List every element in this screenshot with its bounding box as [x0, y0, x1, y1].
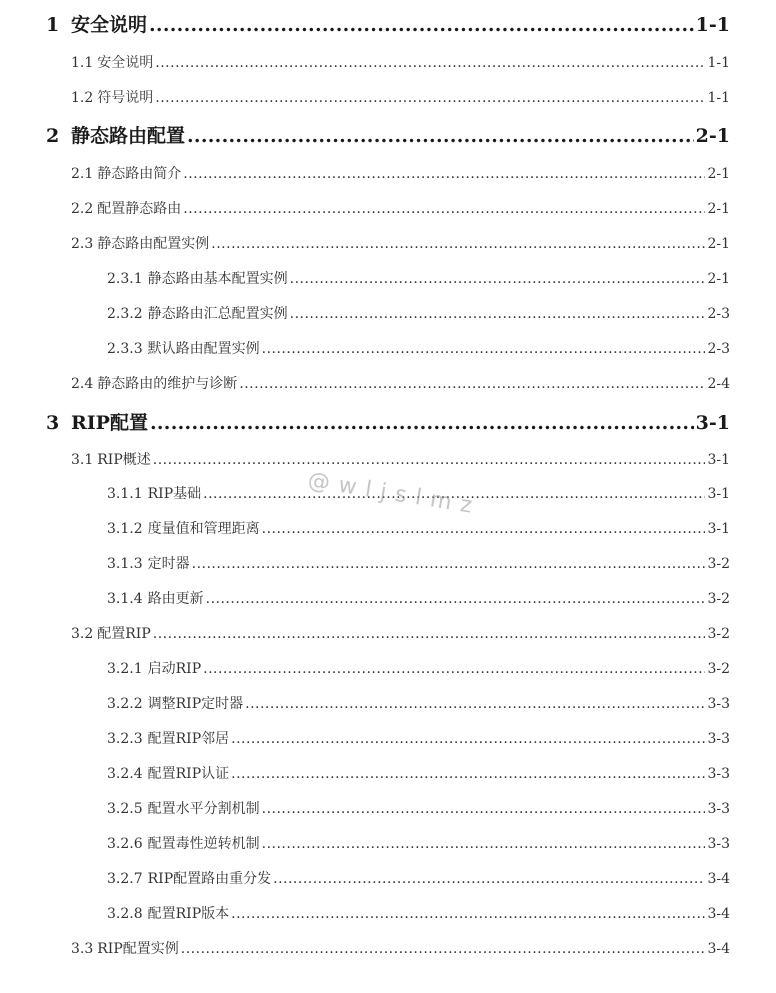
toc-number: 3.2.7 — [107, 871, 143, 887]
toc-page: 2-4 — [707, 376, 730, 392]
toc-subsection-3-1-4[interactable] — [107, 588, 730, 608]
toc-leader — [192, 556, 706, 572]
toc-subsection-3-2-3[interactable] — [107, 728, 730, 748]
toc-page: 2-1 — [707, 201, 730, 217]
toc-title: 静态路由简介 — [97, 166, 182, 182]
toc-section-2-4[interactable] — [71, 373, 730, 393]
toc-subsection-3-2-1[interactable] — [107, 658, 730, 678]
toc-number: 3 — [46, 412, 60, 434]
toc-page: 3-3 — [707, 766, 730, 782]
toc-page: 3-2 — [707, 661, 730, 677]
toc-leader — [290, 306, 706, 322]
toc-page: 3-2 — [707, 556, 730, 572]
toc-number: 3.2.3 — [107, 731, 143, 747]
toc-title: 配置RIP认证 — [147, 766, 230, 782]
toc-subsection-3-2-4[interactable] — [107, 763, 730, 783]
toc-number: 3.1.1 — [107, 486, 143, 502]
toc-title: 配置RIP版本 — [147, 906, 230, 922]
toc-subsection-2-3-1[interactable] — [107, 268, 730, 288]
watermark: @wljslmz — [306, 468, 483, 521]
toc-number: 2.1 — [71, 166, 94, 182]
toc-subsection-3-1-2[interactable] — [107, 518, 730, 538]
toc-page: 3-1 — [707, 521, 730, 537]
toc-title: 符号说明 — [97, 90, 154, 106]
toc-leader — [290, 271, 706, 287]
toc-leader — [150, 412, 694, 434]
toc-page: 3-4 — [707, 941, 730, 957]
toc-title: 度量值和管理距离 — [147, 521, 260, 537]
toc-leader — [187, 125, 694, 147]
toc-number: 2 — [46, 125, 60, 147]
toc-leader — [231, 766, 705, 782]
toc-leader — [231, 731, 705, 747]
toc-title: 静态路由汇总配置实例 — [147, 306, 288, 322]
toc-page: 2-3 — [707, 341, 730, 357]
toc-title: 安全说明 — [71, 14, 148, 36]
toc-subsection-3-2-6[interactable] — [107, 833, 730, 853]
toc-number: 3.2.4 — [107, 766, 143, 782]
toc-number: 2.3.1 — [107, 271, 143, 287]
toc-number: 3.1.3 — [107, 556, 143, 572]
toc-subsection-3-1-3[interactable] — [107, 553, 730, 573]
toc-title: 路由更新 — [147, 591, 204, 607]
toc-section-1-1[interactable] — [71, 52, 730, 72]
toc-section-3-1[interactable] — [71, 449, 730, 469]
toc-number: 3.2.8 — [107, 906, 143, 922]
toc-title: RIP基础 — [147, 486, 202, 502]
toc-leader — [239, 376, 705, 392]
toc-leader — [262, 836, 706, 852]
toc-leader — [203, 661, 705, 677]
toc-leader — [211, 236, 705, 252]
toc-section-2-1[interactable] — [71, 163, 730, 183]
toc-page: 3-1 — [707, 486, 730, 502]
toc-chapter-2[interactable] — [46, 121, 730, 148]
toc-number: 3.1 — [71, 452, 94, 468]
toc-number: 3.1.4 — [107, 591, 143, 607]
toc-subsection-2-3-3[interactable] — [107, 338, 730, 358]
toc-page: 3-4 — [707, 906, 730, 922]
toc-title: 配置毒性逆转机制 — [147, 836, 260, 852]
toc-title: 静态路由的维护与诊断 — [97, 376, 238, 392]
toc-leader — [206, 591, 706, 607]
toc-number: 3.2.5 — [107, 801, 143, 817]
toc-page: 3-1 — [707, 452, 730, 468]
toc-subsection-3-2-8[interactable] — [107, 903, 730, 923]
toc-title: 安全说明 — [97, 55, 154, 71]
toc-page: 3-2 — [707, 591, 730, 607]
toc-number: 2.2 — [71, 201, 94, 217]
toc-title: 配置水平分割机制 — [147, 801, 260, 817]
toc-number: 1.2 — [71, 90, 94, 106]
toc-subsection-3-2-7[interactable] — [107, 868, 730, 888]
toc-subsection-3-2-5[interactable] — [107, 798, 730, 818]
toc-page: 2-1 — [707, 166, 730, 182]
toc-number: 2.3 — [71, 236, 94, 252]
toc-number: 2.3.3 — [107, 341, 143, 357]
toc-leader — [262, 521, 706, 537]
toc-page: 2-1 — [695, 125, 730, 147]
toc-title: 静态路由配置 — [71, 125, 186, 147]
toc-section-3-2[interactable] — [71, 623, 730, 643]
toc-leader — [155, 90, 705, 106]
toc-title: 默认路由配置实例 — [147, 341, 260, 357]
toc-title: 调整RIP定时器 — [147, 696, 244, 712]
toc-number: 3.3 — [71, 941, 94, 957]
toc-title: 配置RIP — [97, 626, 151, 642]
toc-title: 配置静态路由 — [97, 201, 182, 217]
toc-leader — [231, 906, 705, 922]
toc-page: 3-3 — [707, 731, 730, 747]
toc-number: 3.2.2 — [107, 696, 143, 712]
toc-chapter-1[interactable] — [46, 10, 730, 37]
toc-section-2-2[interactable] — [71, 198, 730, 218]
toc-page: 3-2 — [707, 626, 730, 642]
toc-leader — [262, 801, 706, 817]
toc-chapter-3[interactable] — [46, 408, 730, 435]
toc-section-2-3[interactable] — [71, 233, 730, 253]
toc-title: 启动RIP — [147, 661, 202, 677]
toc-section-1-2[interactable] — [71, 87, 730, 107]
toc-number: 2.4 — [71, 376, 94, 392]
toc-leader — [149, 14, 694, 36]
toc-page: 2-1 — [707, 271, 730, 287]
toc-number: 3.1.2 — [107, 521, 143, 537]
toc-title: RIP配置 — [71, 412, 148, 434]
toc-page: 2-1 — [707, 236, 730, 252]
toc-page: 2-3 — [707, 306, 730, 322]
toc-subsection-3-2-2[interactable] — [107, 693, 730, 713]
toc-page: 1-1 — [695, 14, 730, 36]
toc-title: RIP配置实例 — [97, 941, 179, 957]
toc-leader — [153, 452, 706, 468]
toc-title: 配置RIP邻居 — [147, 731, 230, 747]
toc-title: 定时器 — [147, 556, 190, 572]
toc-page: 3-3 — [707, 696, 730, 712]
toc-number: 3.2 — [71, 626, 94, 642]
toc-page: 3-3 — [707, 801, 730, 817]
toc-number: 1.1 — [71, 55, 94, 71]
toc-page: 3-1 — [695, 412, 730, 434]
toc-leader — [245, 696, 705, 712]
toc-leader — [183, 201, 705, 217]
toc-leader — [153, 626, 706, 642]
toc-leader — [273, 871, 705, 887]
toc-title: RIP概述 — [97, 452, 151, 468]
toc-page: 3-4 — [707, 871, 730, 887]
toc-leader — [181, 941, 706, 957]
toc-number: 2.3.2 — [107, 306, 143, 322]
toc-page: 3-3 — [707, 836, 730, 852]
toc-page: 1-1 — [707, 55, 730, 71]
toc-number: 1 — [46, 14, 60, 36]
toc-number: 3.2.1 — [107, 661, 143, 677]
toc-subsection-2-3-2[interactable] — [107, 303, 730, 323]
toc-title: 静态路由基本配置实例 — [147, 271, 288, 287]
toc-title: RIP配置路由重分发 — [147, 871, 272, 887]
toc-leader — [155, 55, 705, 71]
toc-leader — [183, 166, 705, 182]
toc-leader — [262, 341, 706, 357]
toc-number: 3.2.6 — [107, 836, 143, 852]
toc-page: 1-1 — [707, 90, 730, 106]
toc-title: 静态路由配置实例 — [97, 236, 210, 252]
toc-section-3-3[interactable] — [71, 938, 730, 958]
